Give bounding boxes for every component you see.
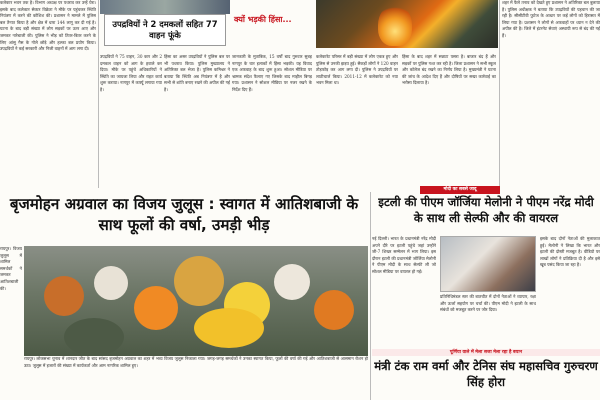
section-caption-bar: पूर्णिया वाले में मेला सजा मेला रहा है बयान xyxy=(372,349,600,356)
caption-text: रायपुर। लोकसभा चुनाव में शानदार जीत के बाद सांसद बृजमोहन अग्रवाल का शहर में भव्य विजय जुलूस निकाला गया। जगह-जगह समर्थकों ने उनका स्वागत किया, फूलों की वर्षा की गई और आतिशबाजी से आसमान रोशन हो उठा। जुलूस में हजारों की संख्या में कार्यकर्ता और आम नागरिक शामिल हुए। xyxy=(24,356,368,368)
column-divider xyxy=(370,192,371,400)
article-column-10 xyxy=(540,236,600,348)
tank-ram-headline: मंत्री टंक राम वर्मा और टेनिस संघ महासचिव गुरुचरण सिंह होरा xyxy=(374,359,598,389)
article-column-left-strip xyxy=(0,246,22,400)
procession-caption xyxy=(24,356,368,400)
column-divider xyxy=(499,0,500,188)
column-divider xyxy=(98,0,99,188)
article-column-7 xyxy=(502,0,600,186)
article-column-8 xyxy=(372,236,436,348)
article-text: नई दिल्ली। भारत के प्रधानमंत्री नरेंद्र मोदी अपने दौरे पर इटली पहुंचे जहां उन्होंने जी-7 शिखर सम्मेलन में भाग लिया। इस दौरान इटली की प्रधानमंत्री जॉर्जिया मेलोनी ने पीएम मोदी के साथ सेल्फी ली जो सोशल मीडिया पर वायरल हो गई। xyxy=(372,236,436,274)
article-text: शहर में फैले तनाव को देखते हुए प्रशासन ने अतिरिक्त बल बुलाया है। पुलिस अधीक्षक ने बताया कि उपद्रवियों की पहचान की जा रही है। सीसीटीवी फुटेज के आधार पर कई लोगों को हिरासत में लिया गया है। प्रशासन ने लोगों से अफवाहों पर ध्यान न देने की अपील की है। जिले में इंटरनेट सेवाएं अस्थायी रूप से बंद की गई हैं। xyxy=(502,0,600,38)
article-text: जानकारी के मुताबिक, 15 वर्षों बाद गुरुवार सुबह नागपुर के चार इलाकों में हिंसा भड़की। यह विवाद एक अफवाह के बाद शुरू हुआ। सोशल मीडिया पर भ्रामक संदेश फैलाए गए जिसके बाद माहौल बिगड़ गया। प्रशासन ने सोशल मीडिया पर नजर रखने के निर्देश दिए हैं। xyxy=(232,54,312,92)
modi-section-label: मोदी का सबसे जादू xyxy=(420,186,500,194)
article-column-3 xyxy=(164,54,230,188)
article-column-2 xyxy=(100,54,162,188)
top-photo-strip xyxy=(100,0,230,14)
article-column-1 xyxy=(0,0,96,188)
article-column-9 xyxy=(440,294,536,348)
article-text: हिंसा के बाद शहर में सन्नाटा पसरा है। बाजार बंद हैं और सड़कों पर पुलिस गश्त कर रही है। जिला प्रशासन ने सभी स्कूल और कॉलेज बंद रखने का निर्णय लिया है। मुख्यमंत्री ने घटना की जांच के आदेश दिए हैं और दोषियों पर सख्त कार्रवाई का भरोसा दिलाया है। xyxy=(402,54,496,86)
article-text: उपद्रवियों ने 75 वाहन, 30 कार और 2 दमकल वाहन को आग के हवाले कर दिया। मौके पर पहुंचे अधिकारियों ने स्थिति का जायजा लिया और राहत कार्य शुरू कराया। नागपुर में कर्फ्यू लगाया गया है। xyxy=(100,54,162,92)
article-column-4 xyxy=(232,54,312,188)
main-headline: बृजमोहन अग्रवाल का विजय जुलूस : स्वागत में आतिशबाजी के साथ फूलों की वर्षा, उमड़ी भीड़ xyxy=(9,195,359,234)
article-text: रायपुर। विजय जुलूस में शामिल समर्थकों ने जमकर आतिशबाजी की। xyxy=(0,246,22,291)
meloni-selfie-photo xyxy=(440,236,536,292)
victory-procession-photo xyxy=(24,246,368,356)
article-column-6 xyxy=(402,54,496,188)
article-text: हिंसा का असर उपद्रवियों ने पुलिस बल पर भी पथराव किया। पुलिस मुख्यालय ने अतिरिक्त बल भेजा है। पुलिस कमिश्नर ने बताया कि स्थिति अब नियंत्रण में है और सभी से शांति बनाए रखने की अपील की गई है। xyxy=(164,54,230,92)
meloni-headline: इटली की पीएम जॉर्जिया मेलोनी ने पीएम नरेंद्र मोदी के साथ ली सेल्फी और की वायरल xyxy=(378,195,594,225)
article-text: प्रतिनिधिमंडल स्तर की बातचीत में दोनों नेताओं ने व्यापार, रक्षा और ऊर्जा सहयोग पर चर्चा की। पीएम मोदी ने इटली के साथ संबंधों को मजबूत करने पर जोर दिया। xyxy=(440,294,536,313)
article-column-5 xyxy=(316,54,398,188)
article-text: कलेक्टर भवन तक है। विभाग अध्यक्ष पर पथराव कर उन्हें घेरा। इसके बाद कलेक्टर सेक्टर विक्रेता ने मौके पर पहुंचकर स्थिति नियंत्रण में करने की कोशिश की। प्रशासन ने मामले में पुलिस बल तैनात किया है और क्षेत्र में धारा 144 लागू कर दी गई है। घटना के बाद बड़ी संख्या में लोग सड़कों पर उतर आए और जमकर नारेबाजी की। पुलिस ने भीड़ को तितर-बितर करने के लिए आंसू गैस के गोले छोड़े और हल्का बल प्रयोग किया। उपद्रवियों ने कई सरकारी और निजी वाहनों में आग लगा दी। xyxy=(0,0,96,52)
fire-flame-graphic xyxy=(378,4,412,46)
article-text: कलेक्टरेट परिसर में बड़ी संख्या में लोग एकत्र हुए और पुलिस से उनकी झड़प हुई। सैकड़ों लोगों ने 120 वाहन तोड़फोड़ कर आग लगा दी। पुलिस ने उपद्रवियों पर लाठीचार्ज किया। 2011-12 में कलेक्टरेट को नया भवन मिला था। xyxy=(316,54,398,86)
headline-box-vehicles: उपद्रवियों ने 2 दमकलों सहित 77 वाहन फूंके xyxy=(104,14,226,46)
why-violence-heading: क्यों भड़की हिंसा... xyxy=(234,15,292,24)
article-text: इसके बाद दोनों नेताओं की मुलाकात हुई। मेलोनी ने लिखा कि भारत और इटली की दोस्ती मजबूत है। वीडियो पर लाखों लोगों ने प्रतिक्रिया दी है और इसे खूब पसंद किया जा रहा है। xyxy=(540,236,600,268)
